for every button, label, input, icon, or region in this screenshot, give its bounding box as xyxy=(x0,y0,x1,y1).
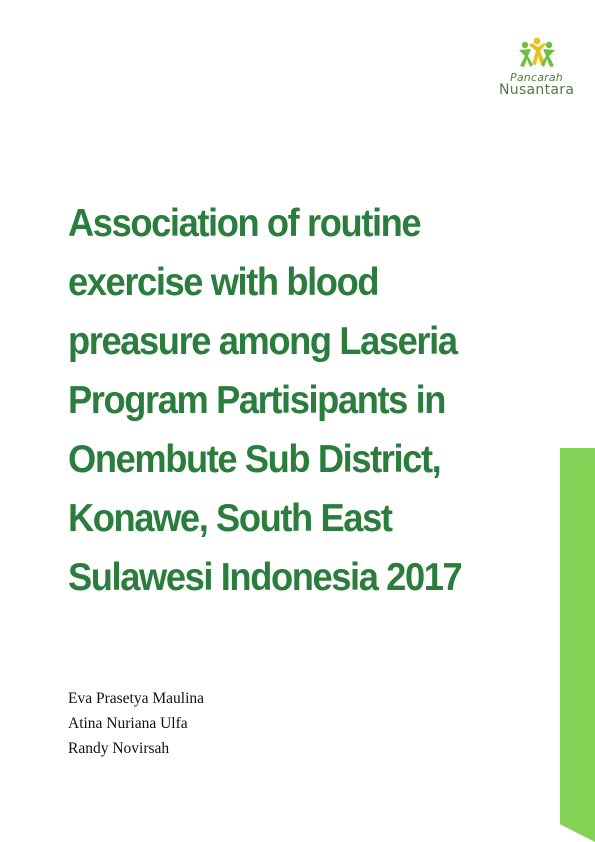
title-line: Konawe, South East xyxy=(68,497,392,540)
title-line: Onembute Sub District, xyxy=(68,438,441,481)
title-line: Sulawesi Indonesia 2017 xyxy=(68,556,462,599)
title-line: Program Partisipants in xyxy=(68,379,446,422)
title-line: exercise with blood xyxy=(68,261,379,304)
author-name: Randy Novirsah xyxy=(68,740,170,757)
title-line: Association of routine xyxy=(68,202,421,245)
logo-text-line2: Nusantara xyxy=(499,82,575,98)
people-figures-icon xyxy=(517,36,557,70)
document-title xyxy=(68,194,514,607)
logo-text-line1: Pancarah xyxy=(510,71,563,84)
decorative-accent-bar xyxy=(560,448,595,842)
author-name: Atina Nuriana Ulfa xyxy=(68,715,188,732)
author-list xyxy=(68,686,204,761)
title-line: preasure among Laseria xyxy=(68,320,457,363)
author-name: Eva Prasetya Maulina xyxy=(68,690,205,707)
publisher-logo xyxy=(493,36,583,106)
